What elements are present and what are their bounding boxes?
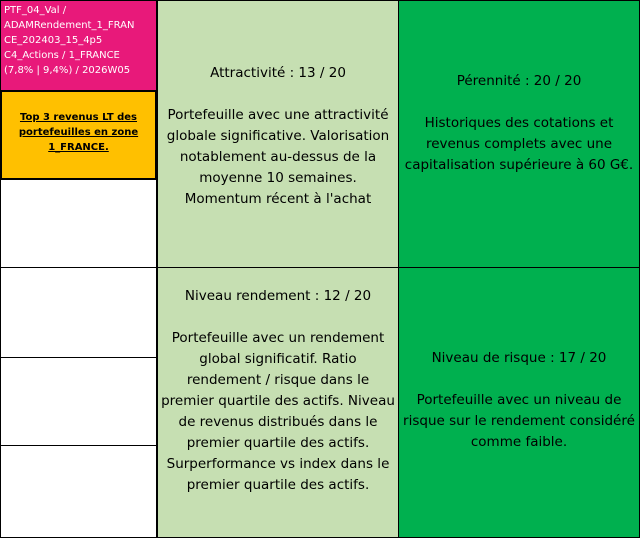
portfolio-title-line: (7,8% | 9,4%) / 2026W05 xyxy=(4,65,131,76)
rendement-title: Niveau rendement : 12 / 20 xyxy=(184,288,372,304)
empty-cell xyxy=(0,357,157,446)
portfolio-title xyxy=(0,0,157,91)
portfolio-title-line: C4_Actions / 1_FRANCE xyxy=(4,50,120,61)
risque-cell xyxy=(398,267,640,538)
portfolio-title-line: CE_202403_15_4p5 xyxy=(4,35,103,46)
rendement-cell xyxy=(157,267,399,538)
risque-text: Portefeuille avec un niveau de risque sur le rendement considéré comme faible. xyxy=(403,392,635,450)
portfolio-title-line: PTF_04_Val / xyxy=(4,5,67,16)
rendement-text: Portefeuille avec un rendement global significatif. Ratio rendement / risque dans le premier quartile des actifs. Niveau de revenus distribués dans le premier quartile des actifs. Surperformance vs index dans le premier quartile des actifs. xyxy=(161,330,395,493)
empty-cell xyxy=(0,267,157,358)
portfolio-title-line: ADAMRendement_1_FRAN xyxy=(4,20,135,31)
empty-cell xyxy=(0,179,157,268)
portfolio-tag: Top 3 revenus LT des portefeuilles en zone 1_FRANCE. xyxy=(18,112,139,153)
portfolio-tag-cell xyxy=(0,90,157,180)
perennite-cell xyxy=(398,0,640,268)
perennite-title: Pérennité : 20 / 20 xyxy=(456,73,582,89)
perennite-text: Historiques des cotations et revenus complets avec une capitalisation supérieure à 60 G€. xyxy=(404,115,634,173)
attractivite-cell xyxy=(157,0,399,268)
attractivite-text: Portefeuille avec une attractivité globale significative. Valorisation notablement au-dessus de la moyenne 10 semaines. Momentum récent à l'achat xyxy=(166,107,390,207)
risque-title: Niveau de risque : 17 / 20 xyxy=(431,350,607,366)
empty-cell xyxy=(0,445,157,538)
attractivite-title: Attractivité : 13 / 20 xyxy=(210,65,346,81)
